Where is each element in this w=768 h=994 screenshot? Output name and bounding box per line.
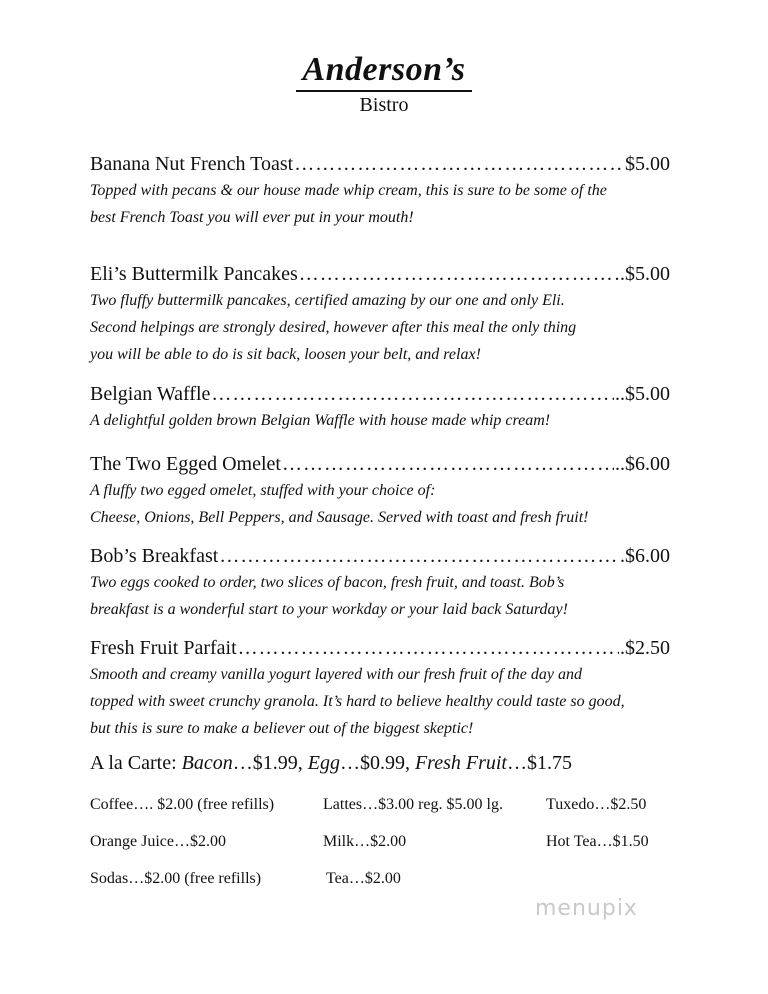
item-description: Two eggs cooked to order, two slices of bacon, fresh fruit, and toast. Bob’s breakfast is a wonderful start to your workday or your laid back Saturday! bbox=[90, 574, 568, 618]
restaurant-subtitle: Bistro bbox=[359, 94, 409, 116]
menu-item bbox=[90, 636, 670, 742]
menu-item bbox=[90, 152, 670, 231]
drinks-row bbox=[90, 796, 690, 833]
drink-item: Lattes…$3.00 reg. $5.00 lg. bbox=[323, 796, 503, 813]
restaurant-logo: Anderson’s bbox=[296, 50, 471, 92]
item-name: Eli’s Buttermilk Pancakes bbox=[90, 263, 298, 285]
item-name: Fresh Fruit Parfait bbox=[90, 637, 237, 659]
menu-item bbox=[90, 382, 670, 434]
drink-item: Coffee…. $2.00 (free refills) bbox=[90, 796, 275, 813]
item-price: ..$6.00 bbox=[615, 453, 670, 475]
menu-item bbox=[90, 452, 670, 531]
menu-item bbox=[90, 544, 670, 623]
item-description: Smooth and creamy vanilla yogurt layered with our fresh fruit of the day and topped with sweet crunchy granola. It’s hard to believe healthy could taste so good, but this is sure to make a believer out of the biggest skeptic! bbox=[90, 666, 625, 737]
item-price: .$5.00 bbox=[620, 263, 670, 285]
item-price: ..$5.00 bbox=[615, 383, 670, 405]
item-name: Bob’s Breakfast bbox=[90, 545, 219, 567]
drink-item: Orange Juice…$2.00 bbox=[90, 833, 226, 850]
item-name: The Two Egged Omelet bbox=[90, 453, 281, 475]
drink-item: Milk…$2.00 bbox=[323, 833, 407, 850]
item-name: Banana Nut French Toast bbox=[90, 153, 294, 175]
item-price: $5.00 bbox=[625, 153, 670, 175]
drinks-row bbox=[90, 833, 690, 870]
a-la-carte-line: A la Carte: Bacon…$1.99, Egg…$0.99, Fresh Fruit…$1.75 bbox=[90, 752, 572, 774]
drink-item: Tuxedo…$2.50 bbox=[546, 796, 647, 813]
item-description: Topped with pecans & our house made whip cream, this is sure to be some of the best French Toast you will ever put in your mouth! bbox=[90, 182, 607, 226]
item-description: A fluffy two egged omelet, stuffed with your choice of: Cheese, Onions, Bell Peppers, and Sausage. Served with toast and fresh fruit! bbox=[90, 482, 589, 526]
drinks-list bbox=[90, 796, 690, 907]
drink-item: Sodas…$2.00 (free refills) bbox=[90, 870, 262, 887]
drink-item: Tea…$2.00 bbox=[326, 870, 401, 887]
item-description: A delightful golden brown Belgian Waffle with house made whip cream! bbox=[90, 412, 551, 429]
item-description: Two fluffy buttermilk pancakes, certified amazing by our one and only Eli. Second helpings are strongly desired, however after this meal the only thing you will be able to do is sit back, loosen your belt, and relax! bbox=[90, 292, 577, 363]
item-price: .$2.50 bbox=[620, 637, 670, 659]
watermark-logo: menupix bbox=[535, 896, 638, 921]
menu-item bbox=[90, 262, 670, 368]
item-name: Belgian Waffle bbox=[90, 383, 211, 405]
drink-item: Hot Tea…$1.50 bbox=[546, 833, 649, 850]
menu-header bbox=[0, 50, 768, 117]
item-price: .$6.00 bbox=[620, 545, 670, 567]
